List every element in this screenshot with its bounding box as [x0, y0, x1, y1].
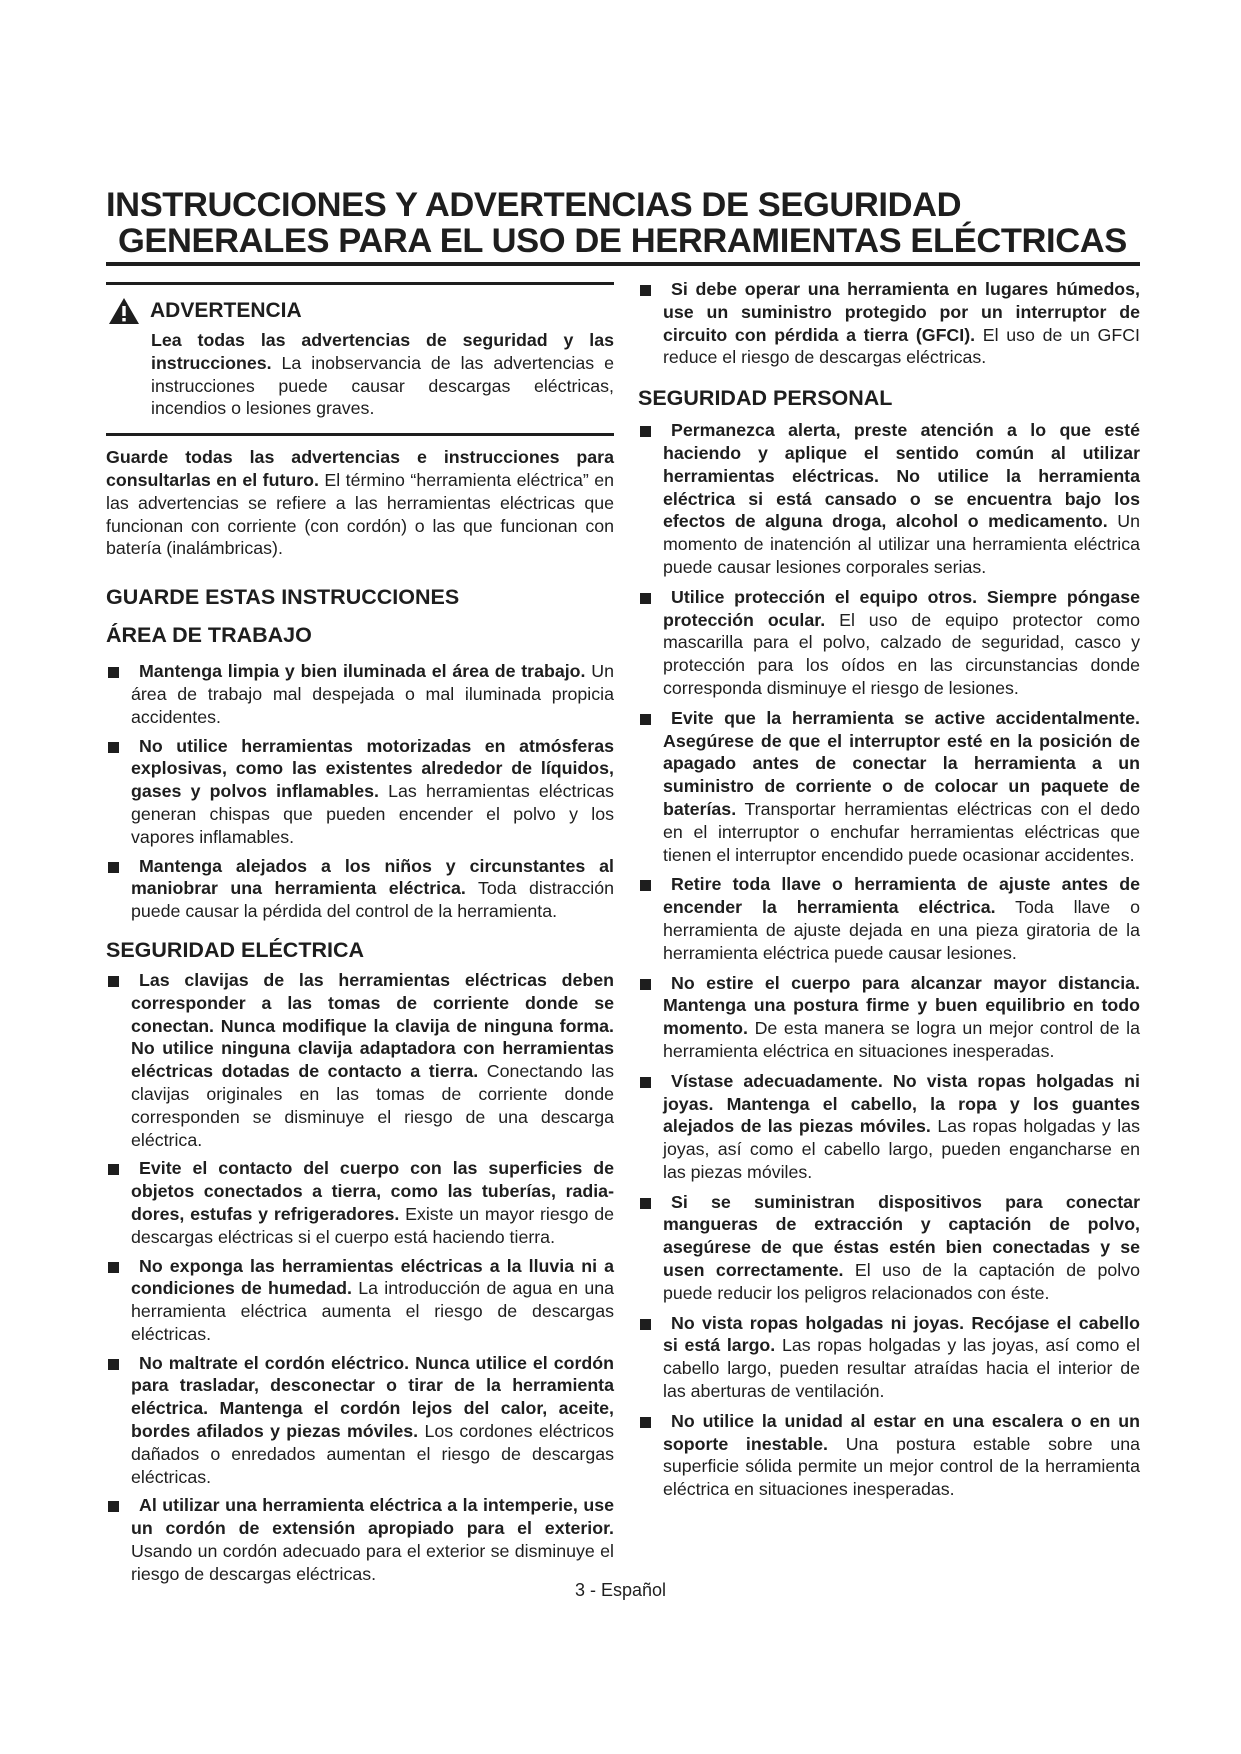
item-text: Un momento de inatención al utilizar una herramienta eléctrica puede causar lesiones corporales serias.	[663, 511, 1140, 577]
item-text: Usando un cordón adecuado para el exterior se disminuye el riesgo de descargas eléctricas.	[131, 1541, 614, 1584]
item-text: De esta manera se logra un mejor control de la herramienta eléctrica en situaciones inesperadas.	[663, 1018, 1140, 1061]
warning-text	[106, 325, 614, 420]
item-text: Una postura estable sobre una superficie sólida permite un mejor control de la herramienta eléctrica en situaciones inesperadas.	[663, 1433, 1140, 1500]
square-bullet-icon	[108, 976, 119, 987]
warning-lead: Lea todas las advertencias de seguridad y las instrucciones.	[151, 330, 614, 373]
square-bullet-icon	[640, 1417, 651, 1428]
square-bullet-icon	[108, 1164, 119, 1175]
list-item	[106, 735, 614, 849]
personal-safety-list	[638, 419, 1140, 1501]
item-lead: No exponga las herramientas eléctricas a la lluvia ni a condiciones de humedad.	[131, 1255, 614, 1299]
list-item	[638, 1410, 1140, 1501]
page-title-line-1: INSTRUCCIONES Y ADVERTENCIAS DE SEGURIDAD	[106, 186, 962, 224]
item-text: El uso de un GFCI reduce el riesgo de descargas eléctricas.	[663, 324, 1140, 368]
list-item	[638, 1312, 1140, 1403]
item-lead: No maltrate el cordón eléctrico. Nunca utilice el cordón para trasladar, desconectar o tirar de la herramienta eléctrica. Mantenga el cordón lejos del calor, aceite, bordes afilados y piezas móviles.	[131, 1352, 614, 1442]
item-lead: No vista ropas holgadas ni joyas. Recójase el cabello si está largo.	[663, 1312, 1140, 1356]
square-bullet-icon	[640, 1319, 651, 1330]
item-lead: No estire el cuerpo para alcanzar mayor distancia. Mantenga una postura firme y buen equilibrio en todo momento.	[663, 972, 1140, 1039]
item-text: Los cordones eléctricos dañados o enredados aumentan el riesgo de descargas eléctricas.	[131, 1421, 614, 1487]
item-lead: No utilice la unidad al estar en una escalera o en un soporte inestable.	[663, 1410, 1140, 1454]
square-bullet-icon	[640, 1198, 651, 1209]
left-column	[106, 278, 614, 1592]
warning-triangle-icon	[108, 297, 140, 325]
square-bullet-icon	[640, 593, 651, 604]
list-item	[106, 969, 614, 1151]
item-lead: Permanezca alerta, preste atención a lo que esté haciendo y aplique el sentido común al utilizar herramientas eléctricas. No utilice la herramienta eléctrica si está cansado o se encuentra bajo los efectos de alguna droga, alcohol o medicamento.	[663, 420, 1140, 532]
warning-heading: ADVERTENCIA	[150, 299, 302, 322]
item-lead: Evite que la herramienta se active accidentalmente. Asegúrese de que el interruptor esté en la posición de apagado antes de conectar la herramienta a un suministro de corriente o de colocar un paquete de baterías.	[663, 707, 1140, 819]
electrical-safety-list-continued	[638, 278, 1140, 369]
title-divider	[106, 262, 1140, 266]
item-text: Conectando las clavijas originales en las tomas de corriente donde corresponden se disminuye el riesgo de una descarga eléctrica.	[131, 1061, 614, 1150]
item-lead: Si debe operar una herramienta en lugares húmedos, use un suministro protegido por un interruptor de circuito con pérdida a tierra (GFCI).	[663, 279, 1140, 345]
item-text: El uso de equipo protector como mascarilla para el polvo, calzado de seguridad, casco y protección para los oídos en las circunstancias donde corresponda disminuye el riesgo de lesiones.	[663, 609, 1140, 698]
page-number: 3 - Español	[574, 1580, 667, 1600]
list-item	[638, 707, 1140, 867]
warning-header	[106, 297, 614, 325]
page-title-line-2: GENERALES PARA EL USO DE HERRAMIENTAS ELÉCTRICAS	[118, 222, 1127, 260]
electrical-safety-list	[106, 969, 614, 1586]
item-lead: Al utilizar una herramienta eléctrica a la intemperie, use un cordón de extensión apropiado para el exterior.	[131, 1495, 614, 1539]
item-text: Las herramientas eléctricas generan chispas que pueden encender el polvo y los vapores inflamables.	[131, 781, 615, 847]
item-lead: Si se suministran dispositivos para conectar mangueras de extracción y captación de polvo, asegúrese de que éstas estén bien conectadas y se usen correctamente.	[663, 1191, 1140, 1281]
square-bullet-icon	[640, 285, 651, 296]
item-lead: Mantenga limpia y bien iluminada el área de trabajo.	[139, 661, 586, 682]
item-text: La introducción de agua en una herramienta eléctrica aumenta el riesgo de descargas eléctricas.	[131, 1278, 614, 1344]
list-item	[638, 1070, 1140, 1184]
work-area-heading: ÁREA DE TRABAJO	[106, 623, 312, 648]
right-column	[638, 278, 1140, 1508]
intro-paragraph	[106, 446, 614, 560]
item-lead: Las clavijas de las herramientas eléctricas deben corresponder a las tomas de corriente donde se conectan. Nunca modifique la clavija de ninguna forma. No utilice ninguna clavija adaptadora con herramientas eléctricas dotadas de contacto a tierra.	[131, 969, 614, 1082]
square-bullet-icon	[640, 979, 651, 990]
list-item	[638, 1191, 1140, 1305]
square-bullet-icon	[108, 742, 119, 753]
square-bullet-icon	[108, 1262, 119, 1273]
warning-box	[106, 282, 614, 436]
list-item	[638, 278, 1140, 369]
item-lead: Vístase adecuadamente. No vista ropas holgadas ni joyas. Mantenga el cabello, la ropa y los guantes alejados de las piezas móviles.	[663, 1070, 1140, 1137]
item-text: Toda llave o herramienta de ajuste dejada en una pieza giratoria de la herramienta eléctrica puede causar lesiones.	[663, 897, 1141, 963]
list-item	[638, 972, 1140, 1063]
square-bullet-icon	[640, 426, 651, 437]
list-item	[638, 419, 1140, 579]
square-bullet-icon	[108, 862, 119, 873]
list-item	[106, 1352, 614, 1489]
save-instructions-heading: GUARDE ESTAS INSTRUCCIONES	[106, 585, 460, 610]
item-text: Un área de trabajo mal despejada o mal iluminada propicia accidentes.	[131, 661, 614, 727]
square-bullet-icon	[108, 1359, 119, 1370]
square-bullet-icon	[640, 714, 651, 725]
item-text: El uso de la captación de polvo puede reducir los peligros relacionados con éste.	[663, 1260, 1140, 1303]
list-item	[106, 660, 614, 728]
list-item	[638, 873, 1140, 964]
list-item	[106, 855, 614, 923]
item-lead: Evite el contacto del cuerpo con las superficies de objetos conectados a tierra, como las tuberías, radia- dores, estufas y refrigeradores.	[131, 1158, 614, 1224]
item-text: Transportar herramientas eléctricas con el dedo en el interruptor o enchufar herramientas eléctricas que tienen el interruptor encendido puede ocasionar accidentes.	[663, 798, 1140, 865]
list-item	[106, 1494, 614, 1585]
square-bullet-icon	[640, 1077, 651, 1088]
item-text: Las ropas holgadas y las joyas, así como el cabello largo, pueden engancharse en las piezas móviles.	[663, 1116, 1140, 1182]
list-item	[106, 1255, 614, 1346]
warning-detail: La inobservancia de las advertencias e instrucciones puede causar descargas eléctricas, incendios o lesiones graves.	[151, 352, 614, 419]
intro-lead: Guarde todas las advertencias e instrucciones para consultarlas en el futuro.	[106, 447, 614, 490]
page-title	[106, 187, 1140, 259]
square-bullet-icon	[108, 1501, 119, 1512]
item-lead: Mantenga alejados a los niños y circunstantes al maniobrar una herramienta eléctrica.	[131, 855, 614, 899]
list-item	[638, 586, 1140, 700]
intro-detail: El término “herramienta eléctrica” en las advertencias se refiere a las herramientas eléctricas que funcionan con corriente (con cordón) o las que funcionan con batería (inalámbricas).	[106, 469, 614, 559]
square-bullet-icon	[108, 667, 119, 678]
personal-safety-heading: SEGURIDAD PERSONAL	[638, 386, 893, 411]
electrical-safety-heading: SEGURIDAD ELÉCTRICA	[106, 937, 365, 962]
work-area-list	[106, 660, 614, 923]
item-lead: No utilice herramientas motorizadas en atmósferas explosivas, como las existentes alrededor de líquidos, gases y polvos inflamables.	[131, 735, 614, 802]
item-text: Las ropas holgadas y las joyas, así como el cabello largo, pueden resultar atraídas hacia el interior de las aberturas de ventilación.	[663, 1335, 1140, 1402]
square-bullet-icon	[640, 880, 651, 891]
list-item	[106, 1157, 614, 1248]
item-lead: Utilice protección el equipo otros. Siempre póngase protección ocular.	[663, 586, 1140, 630]
item-lead: Retire toda llave o herramienta de ajuste antes de encender la herramienta eléctrica.	[663, 874, 1140, 918]
item-text: Toda distracción puede causar la pérdida del control de la herramienta.	[131, 878, 614, 922]
item-text: Existe un mayor riesgo de descargas eléctricas si el cuerpo está haciendo tierra.	[131, 1203, 614, 1247]
